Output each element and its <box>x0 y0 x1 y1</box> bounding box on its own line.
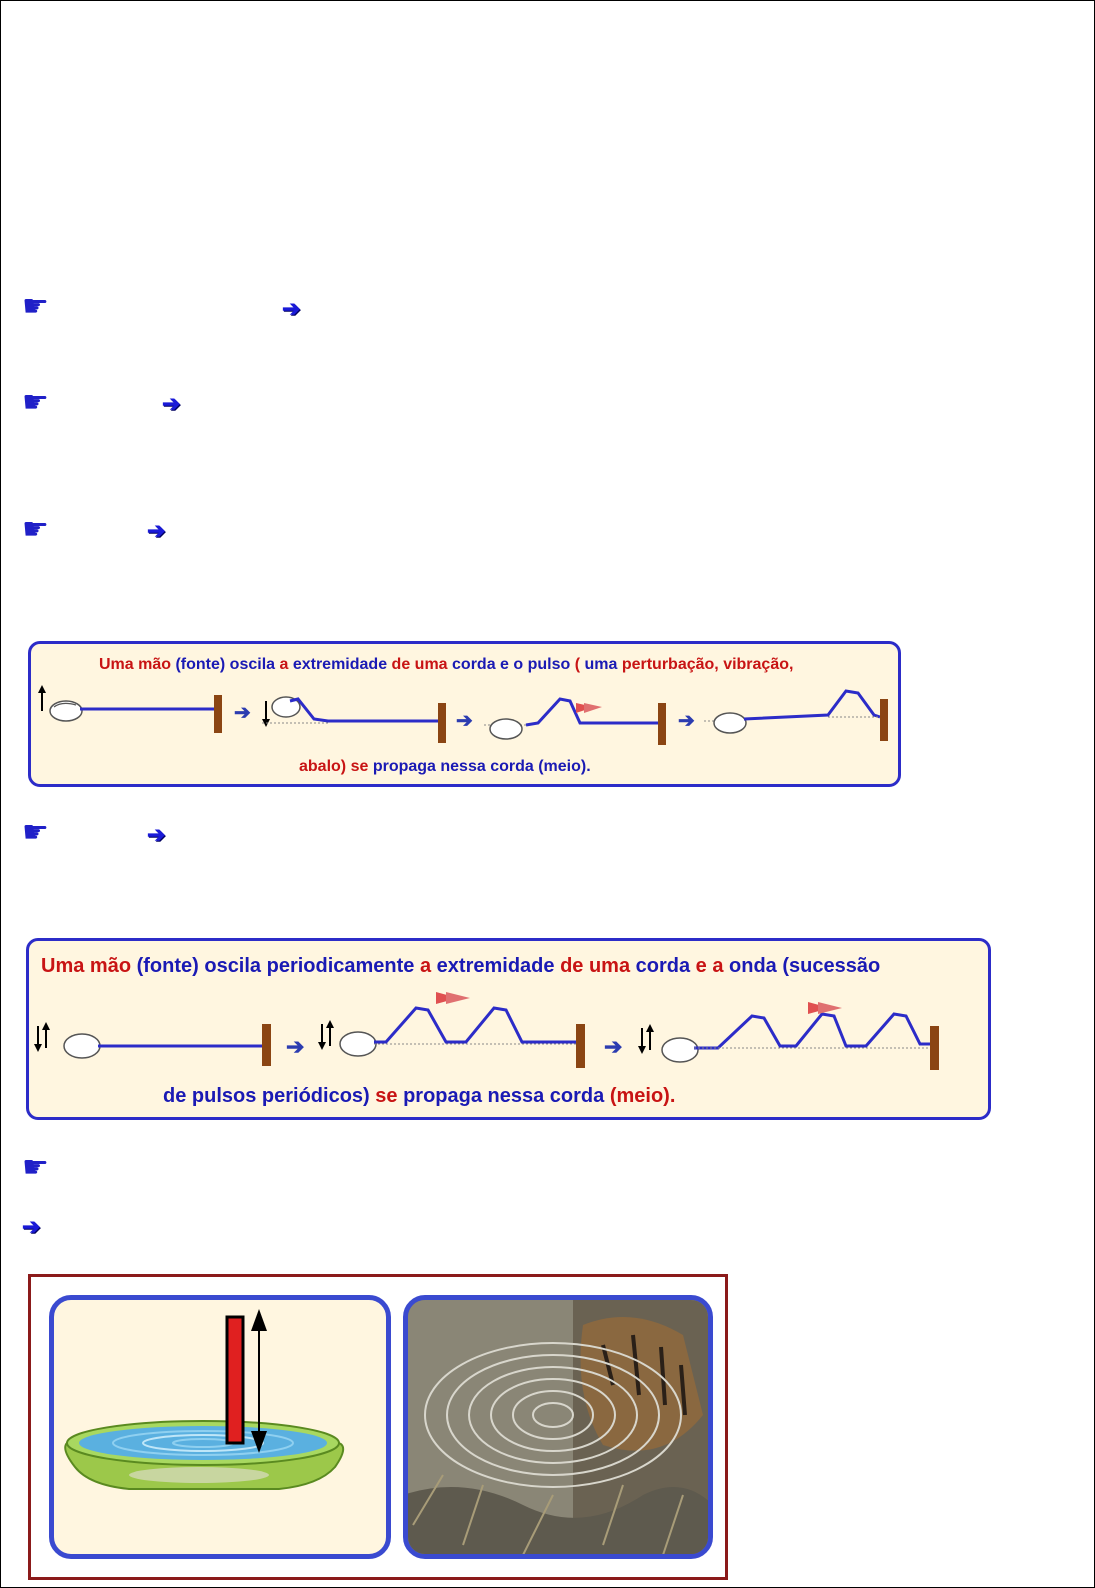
caption-run: abalo) <box>299 758 351 775</box>
caption-run: de uma <box>560 955 636 977</box>
arrow-right-icon: ➔ <box>456 710 473 732</box>
caption-run: se <box>375 1085 404 1107</box>
caption-run: corda <box>635 955 696 977</box>
caption-run: e a <box>695 955 730 977</box>
post <box>438 703 446 743</box>
wave-frame-1 <box>34 1022 304 1066</box>
caption-run: extremidade <box>292 656 392 673</box>
caption-run: extremidade <box>436 955 561 977</box>
pointing-hand-icon: ☛ <box>22 1151 49 1184</box>
caption-run: onda (sucessão <box>729 955 881 977</box>
caption-run: de uma <box>391 656 453 673</box>
oscillating-rod <box>227 1317 243 1443</box>
arrow-right-icon: ➔ <box>234 702 251 724</box>
hand-icon <box>50 701 82 721</box>
caption-run: oscila <box>229 656 280 673</box>
rope <box>290 699 438 721</box>
caption-run: propaga nessa corda (meio). <box>372 758 591 775</box>
caption-run: se <box>350 758 373 775</box>
post <box>880 699 888 741</box>
arrow-right-icon: ➔ <box>147 822 166 847</box>
arrow-right-icon: ➔ <box>147 518 166 543</box>
caption-run: (meio). <box>609 1085 676 1107</box>
post <box>658 703 666 745</box>
caption-run: (fonte) oscila periodicamente <box>136 955 420 977</box>
up-arrow-icon <box>42 1022 50 1030</box>
hand-icon <box>64 1034 100 1058</box>
pulse-frame-2 <box>262 697 473 743</box>
post <box>262 1024 271 1066</box>
caption-run: Uma mão <box>41 955 137 977</box>
pulse-frame-3 <box>484 699 695 745</box>
caption-run: uma <box>584 656 622 673</box>
caption-run: Uma mão <box>99 656 176 673</box>
pointing-hand-icon: ☛ <box>22 816 49 849</box>
pointing-hand-icon: ☛ <box>22 290 49 323</box>
pulse-diagram <box>28 641 901 787</box>
arrow-right-icon: ➔ <box>22 1214 41 1239</box>
wave-frame-2 <box>318 992 622 1068</box>
wave-diagram <box>26 938 991 1120</box>
post <box>576 1024 585 1068</box>
arrow-right-icon: ➔ <box>286 1034 305 1059</box>
rope <box>526 699 658 725</box>
caption-run: corda <box>452 656 501 673</box>
post <box>930 1026 939 1070</box>
hand-icon <box>662 1038 698 1062</box>
caption-run: perturbação, vibração, <box>621 656 794 673</box>
caption-run: a <box>419 955 437 977</box>
dish-illustration <box>49 1295 391 1559</box>
arrow-right-icon: ➔ <box>678 710 695 732</box>
caption-run: (fonte) <box>175 656 230 673</box>
arrow-right-icon: ➔ <box>604 1034 623 1059</box>
caption-run: a <box>279 656 293 673</box>
pointing-hand-icon: ☛ <box>22 386 49 419</box>
caption-run: ( <box>574 656 585 673</box>
rope <box>744 691 880 719</box>
pulse-frame-1 <box>38 685 251 733</box>
tiger-water-photo <box>403 1295 713 1559</box>
caption-run: de pulsos <box>163 1085 262 1107</box>
post <box>214 695 222 733</box>
hand-icon <box>340 1032 376 1056</box>
arrow-right-icon: ➔ <box>282 296 301 321</box>
wave-frame-3 <box>638 1002 939 1070</box>
caption-run: propaga nessa corda <box>403 1085 610 1107</box>
illustration-box <box>28 1274 728 1580</box>
down-arrow-icon <box>34 1044 42 1052</box>
rope <box>374 1008 576 1042</box>
pulse-frame-4 <box>704 691 888 741</box>
rope <box>694 1014 930 1048</box>
pointing-hand-icon: ☛ <box>22 513 49 546</box>
hand-icon <box>490 719 522 739</box>
caption-run: periódicos) <box>261 1085 376 1107</box>
caption-run: e o pulso <box>500 656 575 673</box>
hand-icon <box>714 713 746 733</box>
arrow-right-icon: ➔ <box>162 391 181 416</box>
